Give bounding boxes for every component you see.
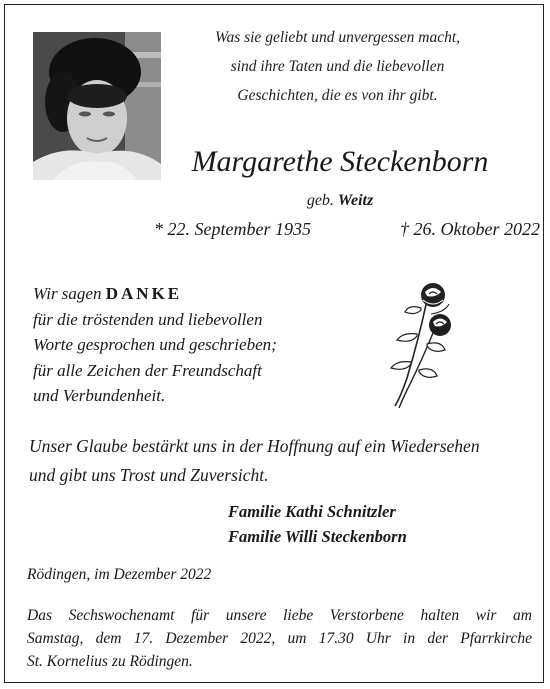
birth-date: * 22. September 1935 xyxy=(154,219,311,239)
thanks-line: für alle Zeichen der Freundschaft xyxy=(33,360,262,380)
notice-line: Samstag, dem 17. Dezember 2022, um 17.30 Uhr in der Pfarrkirche xyxy=(27,630,532,647)
notice-line: Das Sechswochenamt für unsere liebe Verstorbene halten wir am xyxy=(27,607,532,624)
place-date: Rödingen, im Dezember 2022 xyxy=(27,566,212,583)
family-signature xyxy=(228,499,528,549)
thanks-emphasis: DANKE xyxy=(105,284,183,303)
family-name: Familie Kathi Schnitzler xyxy=(228,502,396,521)
thanks-intro-line xyxy=(33,281,363,307)
faith-text xyxy=(29,432,534,490)
portrait-photo xyxy=(33,32,161,180)
thanks-line: für die tröstenden und liebevollen xyxy=(33,309,263,329)
thanks-text xyxy=(33,281,363,409)
rose-icon xyxy=(383,278,463,411)
birth-name-value: Weitz xyxy=(337,192,374,209)
family-name: Familie Willi Steckenborn xyxy=(228,527,407,546)
faith-line: Unser Glaube bestärkt uns in der Hoffnung auf ein Wiedersehen xyxy=(29,436,480,456)
faith-line: und gibt uns Trost und Zuversicht. xyxy=(29,465,269,485)
thanks-line: Worte gesprochen und geschrieben; xyxy=(33,335,277,354)
obituary-frame xyxy=(4,4,544,683)
portrait-image xyxy=(33,32,161,180)
memorial-quote xyxy=(170,23,505,110)
death-date: † 26. Oktober 2022 xyxy=(400,219,540,239)
birth-name xyxy=(165,192,515,210)
deceased-name: Margarethe Steckenborn xyxy=(191,145,489,178)
thanks-intro: Wir sagen xyxy=(33,284,102,303)
quote-line: Was sie geliebt und unvergessen macht, xyxy=(214,29,461,46)
birth-name-prefix: geb. xyxy=(306,192,334,209)
thanks-line: und Verbundenheit. xyxy=(33,386,166,405)
notice-line: St. Kornelius zu Rödingen. xyxy=(27,653,193,670)
mass-notice xyxy=(27,604,532,673)
quote-line: sind ihre Taten und die liebevollen xyxy=(230,58,445,75)
quote-line: Geschichten, die es von ihr gibt. xyxy=(237,87,438,104)
